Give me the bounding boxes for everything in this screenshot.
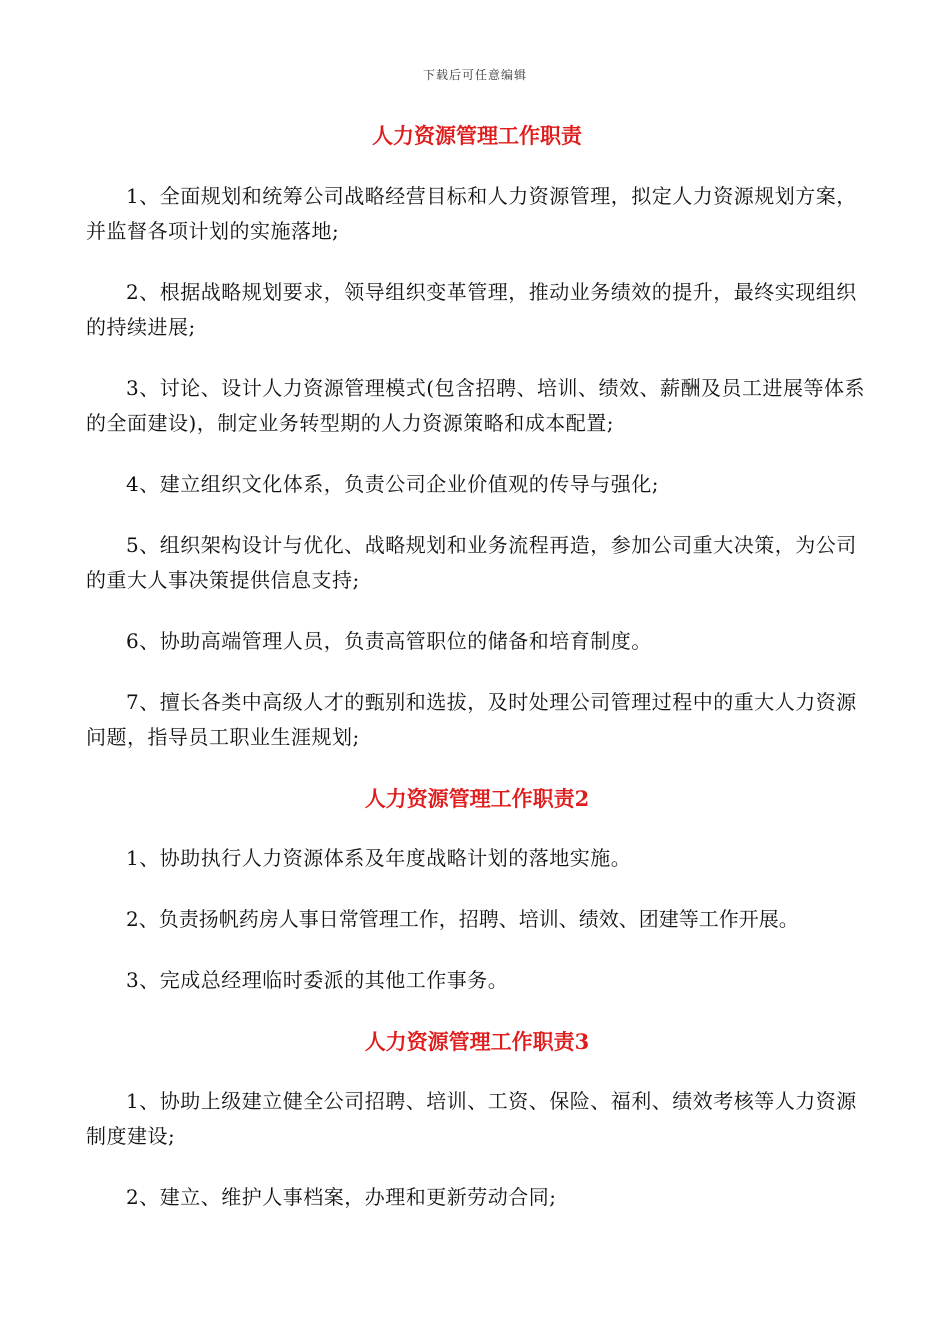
list-item: 1、全面规划和统筹公司战略经营目标和人力资源管理，拟定人力资源规划方案，并监督各项计划的实施落地; [86, 184, 857, 243]
list-item: 3、完成总经理临时委派的其他工作事务。 [126, 968, 509, 992]
list-item: 5、组织架构设计与优化、战略规划和业务流程再造，参加公司重大决策，为公司的重大人事决策提供信息支持; [86, 533, 857, 592]
section-title: 人力资源管理工作职责 [372, 123, 582, 148]
list-item: 7、擅长各类中高级人才的甄别和选拔，及时处理公司管理过程中的重大人力资源问题，指导员工职业生涯规划; [86, 690, 857, 749]
list-item: 2、根据战略规划要求，领导组织变革管理，推动业务绩效的提升，最终实现组织的持续进展; [86, 280, 857, 339]
document-content [86, 118, 868, 1215]
list-item: 1、协助执行人力资源体系及年度战略计划的落地实施。 [126, 846, 632, 870]
section-title: 人力资源管理工作职责3 [364, 1029, 590, 1054]
section-title: 人力资源管理工作职责2 [364, 786, 590, 811]
list-item: 1、协助上级建立健全公司招聘、培训、工资、保险、福利、绩效考核等人力资源制度建设; [86, 1089, 857, 1148]
list-item: 2、负责扬帆药房人事日常管理工作，招聘、培训、绩效、团建等工作开展。 [126, 907, 799, 931]
list-item: 4、建立组织文化体系，负责公司企业价值观的传导与强化; [126, 472, 659, 496]
list-item: 2、建立、维护人事档案，办理和更新劳动合同; [126, 1185, 557, 1209]
header-note: 下载后可任意编辑 [422, 68, 527, 82]
list-item: 3、讨论、设计人力资源管理模式(包含招聘、培训、绩效、薪酬及员工进展等体系的全面建设)，制定业务转型期的人力资源策略和成本配置; [86, 376, 866, 435]
list-item: 6、协助高端管理人员，负责高管职位的储备和培育制度。 [126, 629, 652, 653]
